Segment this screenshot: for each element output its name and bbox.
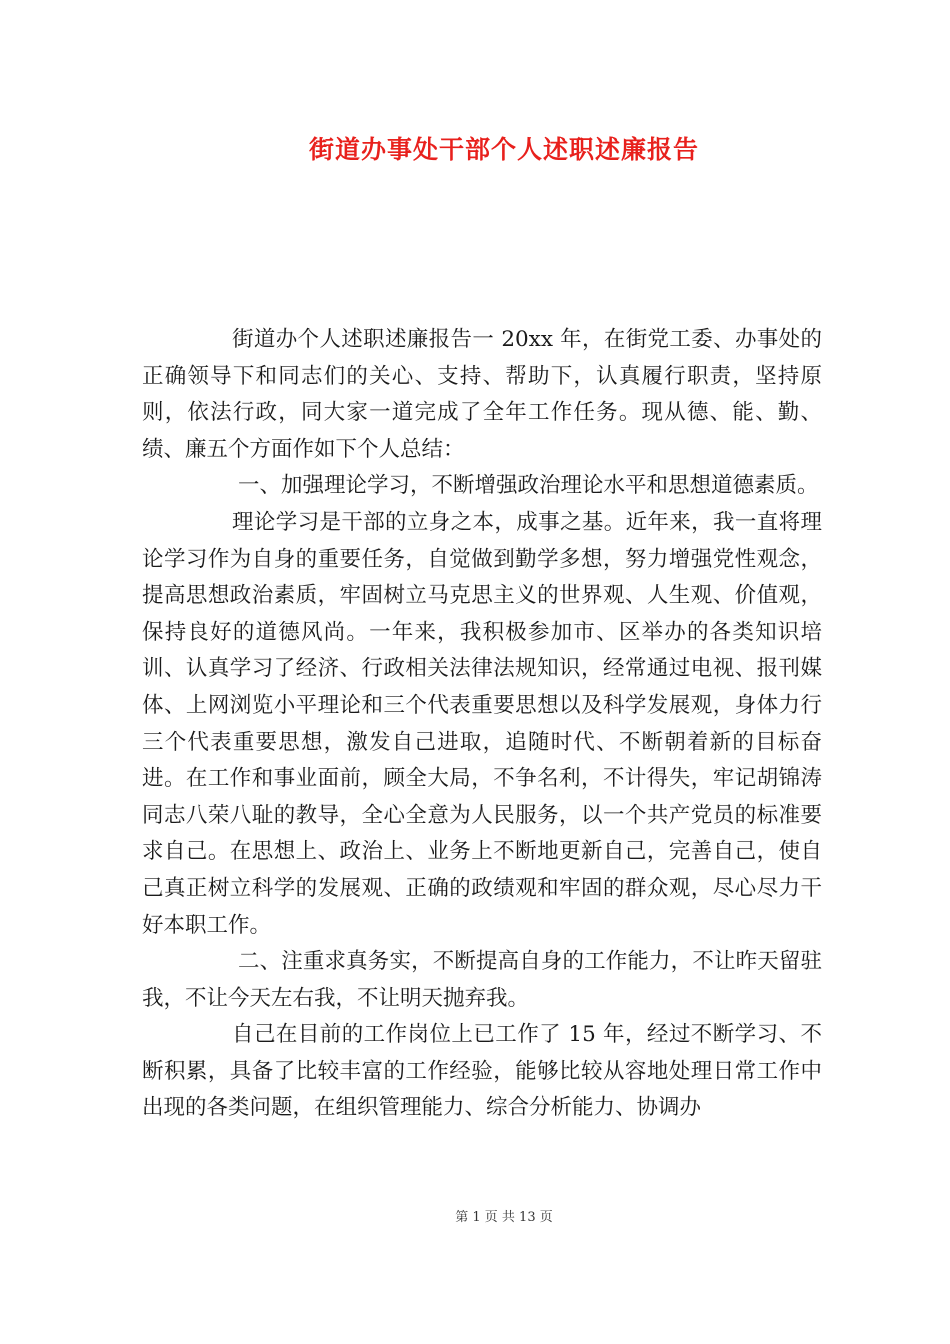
page-footer: 第 1 页 共 13 页 xyxy=(455,1210,553,1225)
paragraph-work-experience: 自己在目前的工作岗位上已工作了 15 年，经过不断学习、不断积累，具备了比较丰富的工作经验，能够比较从容地处理日常工作中出现的各类问题，在组织管理能力、综合分析能力、协调办 xyxy=(142,1022,822,1121)
document-title: 街道办事处干部个人述职述廉报告 xyxy=(308,135,699,164)
section-heading-1: 一、加强理论学习，不断增强政治理论水平和思想道德素质。 xyxy=(238,473,819,499)
paragraph-theory-study: 理论学习是干部的立身之本，成事之基。近年来，我一直将理论学习作为自身的重要任务，自觉做到勤学多想，努力增强党性观念，提高思想政治素质，牢固树立马克思主义的世界观、人生观、价值观，保持良好的道德风尚。一年来，我积极参加市、区举办的各类知识培训、认真学习了经济、行政相关法律法规知识，经常通过电视、报刊媒体、上网浏览小平理论和三个代表重要思想以及科学发展观，身体力行三个代表重要思想，激发自己进取，追随时代、不断朝着新的目标奋进。在工作和事业面前，顾全大局，不争名利，不计得失，牢记胡锦涛同志八荣八耻的教导，全心全意为人民服务，以一个共产党员的标准要求自己。在思想上、政治上、业务上不断地更新自己，完善自己，使自己真正树立科学的发展观、正确的政绩观和牢固的群众观，尽心尽力干好本职工作。 xyxy=(142,509,822,938)
document-body xyxy=(142,322,822,1127)
paragraph-intro: 街道办个人述职述廉报告一 20xx 年，在街党工委、办事处的正确领导下和同志们的关心、支持、帮助下，认真履行职责，坚持原则，依法行政，同大家一道完成了全年工作任务。现从德、能、勤、绩、廉五个方面作如下个人总结： xyxy=(142,327,822,462)
section-heading-2: 二、注重求真务实，不断提高自身的工作能力，不让昨天留驻我，不让今天左右我，不让明天抛弃我。 xyxy=(142,949,822,1011)
